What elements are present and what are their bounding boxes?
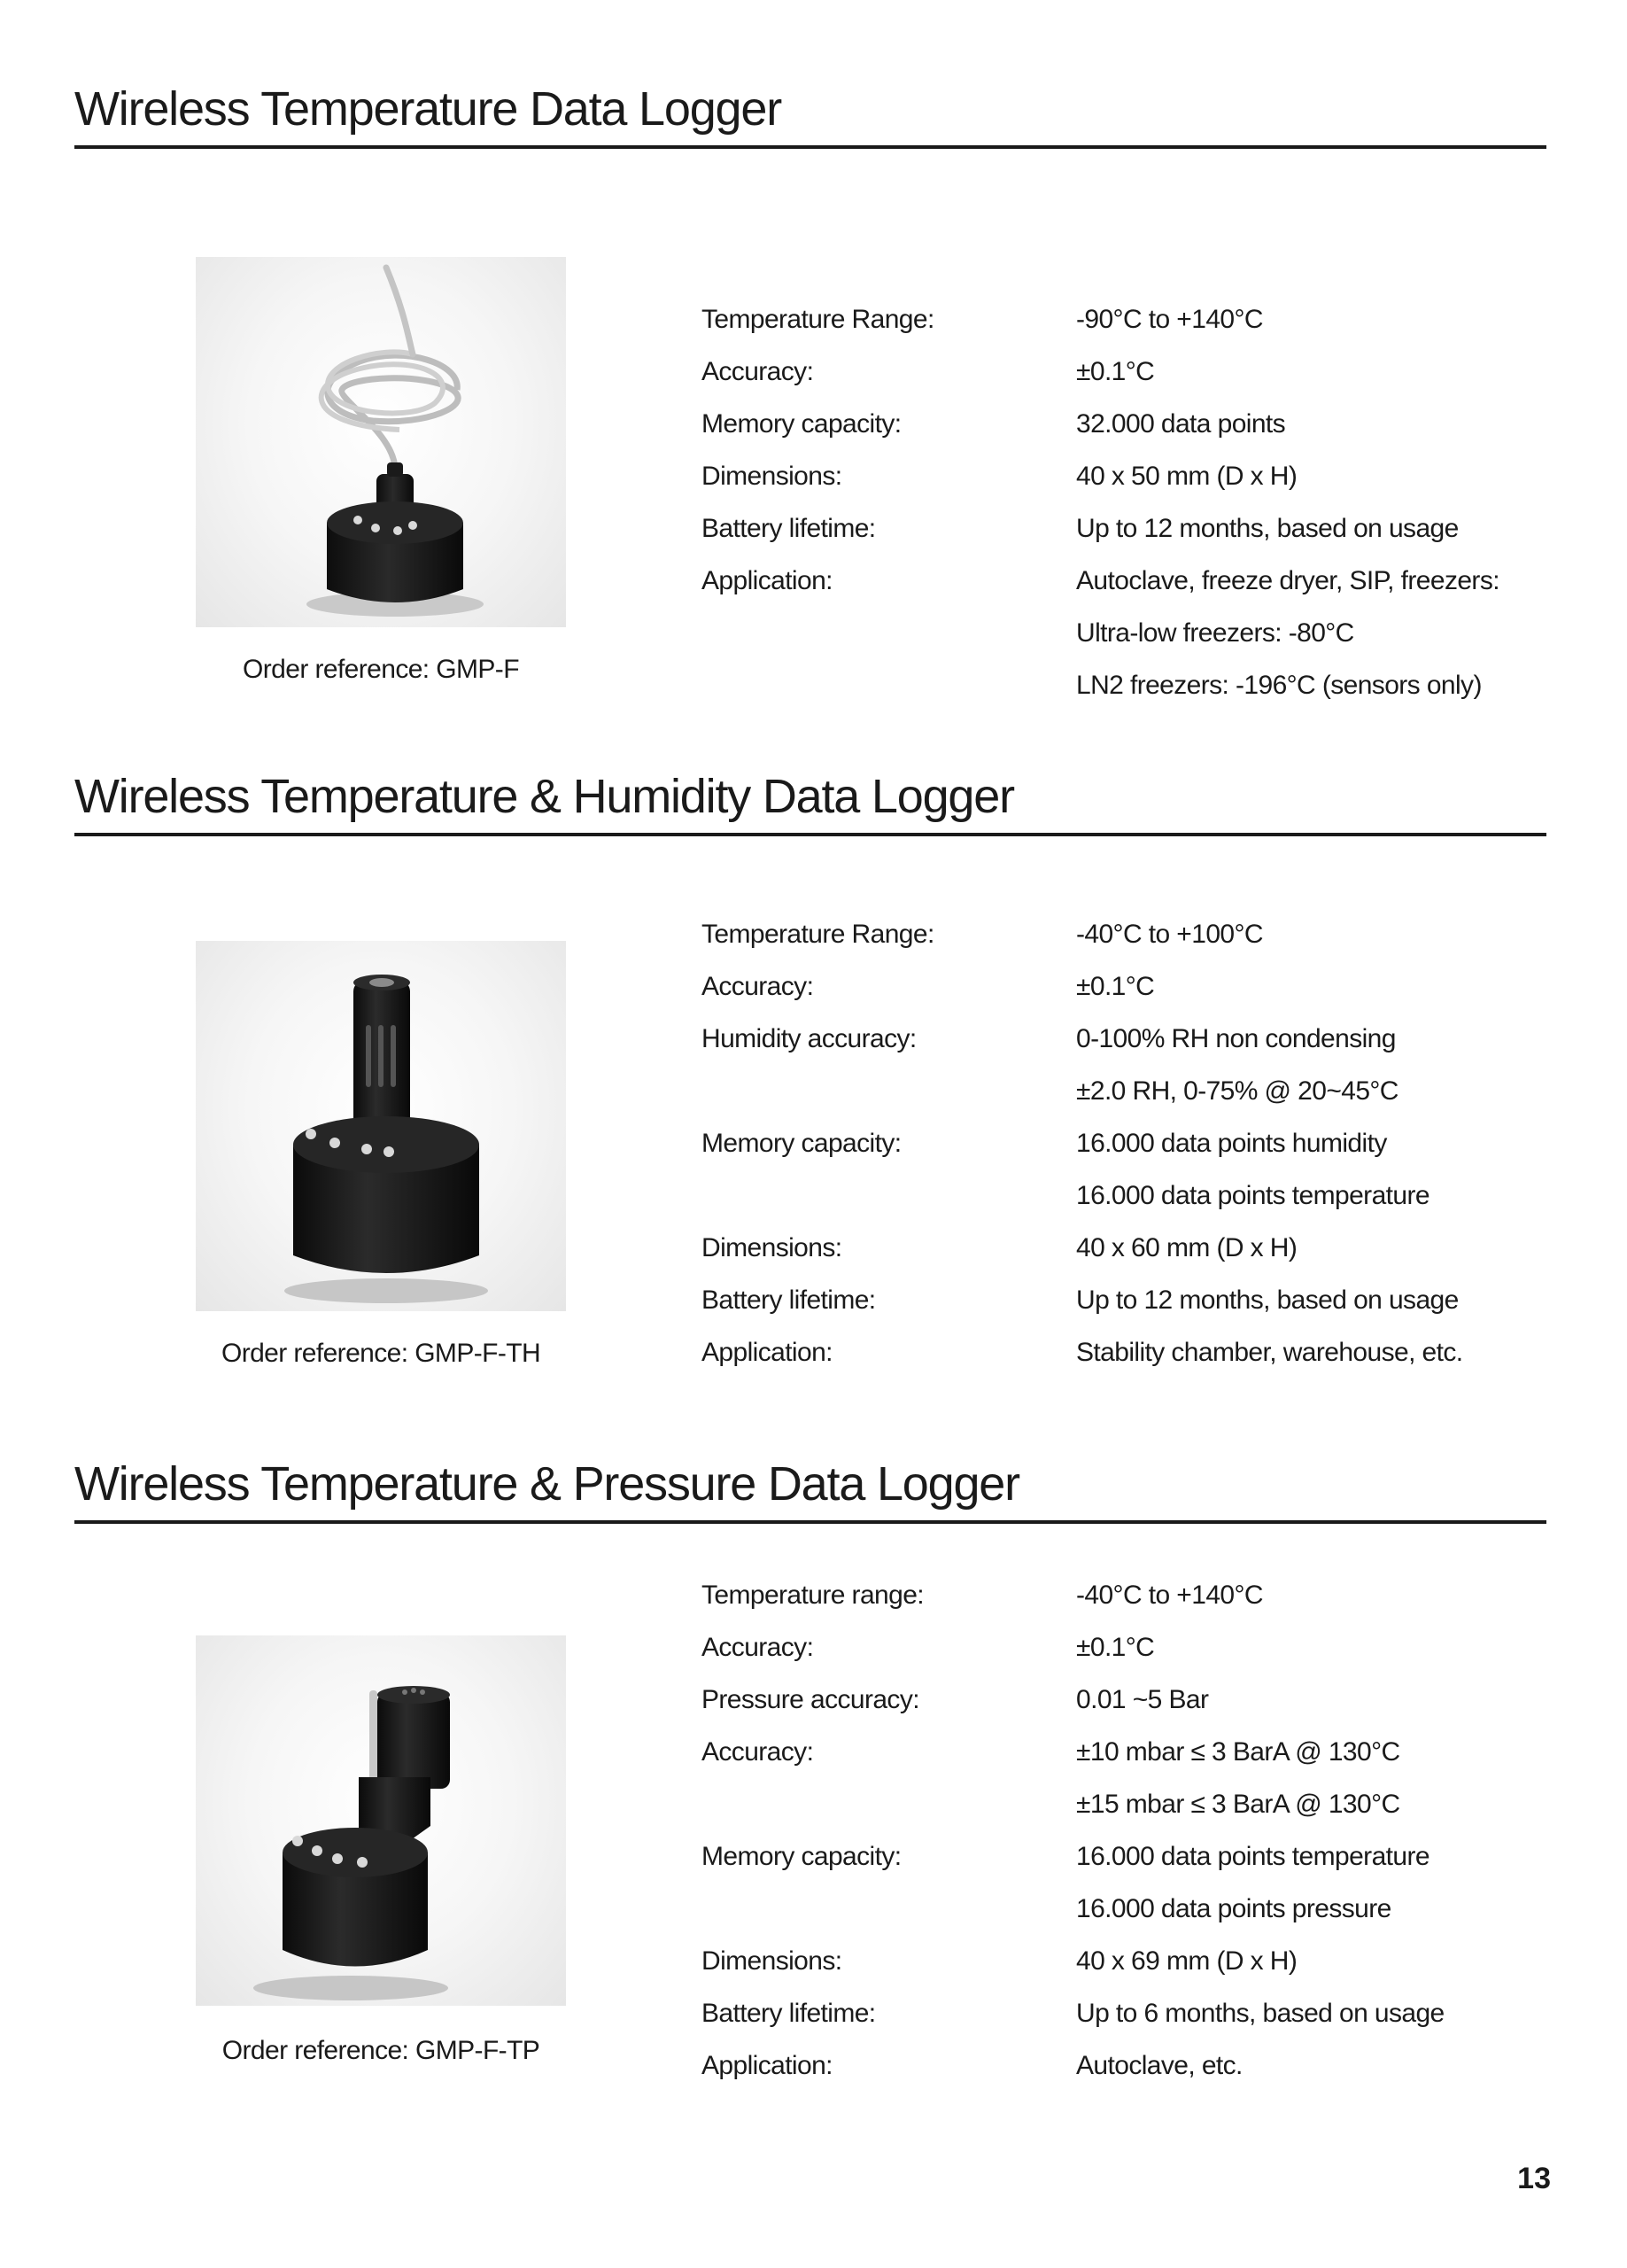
- spec-label: Pressure accuracy:: [701, 1685, 919, 1714]
- spec-label: Battery lifetime:: [701, 514, 876, 543]
- spec-label: Dimensions:: [701, 1946, 842, 1976]
- spec-label: Accuracy:: [701, 972, 814, 1001]
- spec-label: Accuracy:: [701, 1633, 814, 1662]
- spec-value: 0-100% RH non condensing: [1076, 1024, 1396, 1053]
- spec-value: 16.000 data points temperature: [1076, 1181, 1429, 1210]
- section-title-temperature-humidity: Wireless Temperature & Humidity Data Logger: [74, 765, 1546, 836]
- spec-label: Memory capacity:: [701, 409, 902, 439]
- order-reference: Order reference: GMP-F-TH: [221, 1339, 541, 1368]
- spec-label: Application:: [701, 566, 833, 595]
- product-photo-gmp-f-tp: [196, 1635, 566, 2006]
- spec-value: ±10 mbar ≤ 3 BarA @ 130°C: [1076, 1737, 1400, 1767]
- spec-label: Dimensions:: [701, 1233, 842, 1262]
- spec-value: ±0.1°C: [1076, 972, 1155, 1001]
- spec-value: Stability chamber, warehouse, etc.: [1076, 1338, 1463, 1367]
- spec-value: Autoclave, etc.: [1076, 2051, 1243, 2080]
- spec-label: Accuracy:: [701, 1737, 814, 1767]
- spec-value: 16.000 data points temperature: [1076, 1842, 1429, 1871]
- section-title-temperature-pressure: Wireless Temperature & Pressure Data Logger: [74, 1453, 1546, 1524]
- spec-label: Dimensions:: [701, 462, 842, 491]
- spec-label: Application:: [701, 1338, 833, 1367]
- spec-value: 40 x 60 mm (D x H): [1076, 1233, 1298, 1262]
- spec-value: -40°C to +140°C: [1076, 1581, 1263, 1610]
- pressure-logger-image: [196, 1635, 566, 2006]
- order-reference: Order reference: GMP-F-TP: [221, 2036, 540, 2065]
- spec-label: Application:: [701, 2051, 833, 2080]
- spec-value: 16.000 data points pressure: [1076, 1894, 1391, 1923]
- spec-value: LN2 freezers: -196°C (sensors only): [1076, 671, 1482, 700]
- spec-value: ±15 mbar ≤ 3 BarA @ 130°C: [1076, 1790, 1400, 1819]
- spec-label: Temperature range:: [701, 1581, 925, 1610]
- spec-label: Battery lifetime:: [701, 1999, 876, 2028]
- spec-value: -40°C to +100°C: [1076, 920, 1263, 949]
- spec-value: Up to 12 months, based on usage: [1076, 514, 1459, 543]
- spec-label: Accuracy:: [701, 357, 814, 386]
- spec-value: -90°C to +140°C: [1076, 305, 1263, 334]
- spec-label: Temperature Range:: [701, 920, 934, 949]
- temperature-logger-image: [196, 257, 566, 627]
- spec-value: 0.01 ~5 Bar: [1076, 1685, 1209, 1714]
- product-photo-gmp-f-th: [196, 941, 566, 1311]
- section-title-temperature: Wireless Temperature Data Logger: [74, 78, 1546, 149]
- spec-value: Autoclave, freeze dryer, SIP, freezers:: [1076, 566, 1499, 595]
- spec-value: 40 x 69 mm (D x H): [1076, 1946, 1298, 1976]
- spec-value: 16.000 data points humidity: [1076, 1129, 1387, 1158]
- spec-label: Humidity accuracy:: [701, 1024, 917, 1053]
- humidity-logger-image: [196, 941, 566, 1311]
- spec-value: 32.000 data points: [1076, 409, 1286, 439]
- order-reference: Order reference: GMP-F: [243, 655, 519, 684]
- spec-value: 40 x 50 mm (D x H): [1076, 462, 1298, 491]
- spec-label: Memory capacity:: [701, 1129, 902, 1158]
- spec-value: Up to 6 months, based on usage: [1076, 1999, 1445, 2028]
- spec-value: Ultra-low freezers: -80°C: [1076, 618, 1354, 648]
- spec-label: Memory capacity:: [701, 1842, 902, 1871]
- spec-value: ±0.1°C: [1076, 357, 1155, 386]
- spec-value: ±0.1°C: [1076, 1633, 1155, 1662]
- page-number: 13: [1517, 2162, 1551, 2195]
- spec-value: ±2.0 RH, 0-75% @ 20~45°C: [1076, 1076, 1398, 1106]
- spec-value: Up to 12 months, based on usage: [1076, 1285, 1459, 1315]
- spec-label: Battery lifetime:: [701, 1285, 876, 1315]
- product-photo-gmp-f: [196, 257, 566, 627]
- spec-label: Temperature Range:: [701, 305, 934, 334]
